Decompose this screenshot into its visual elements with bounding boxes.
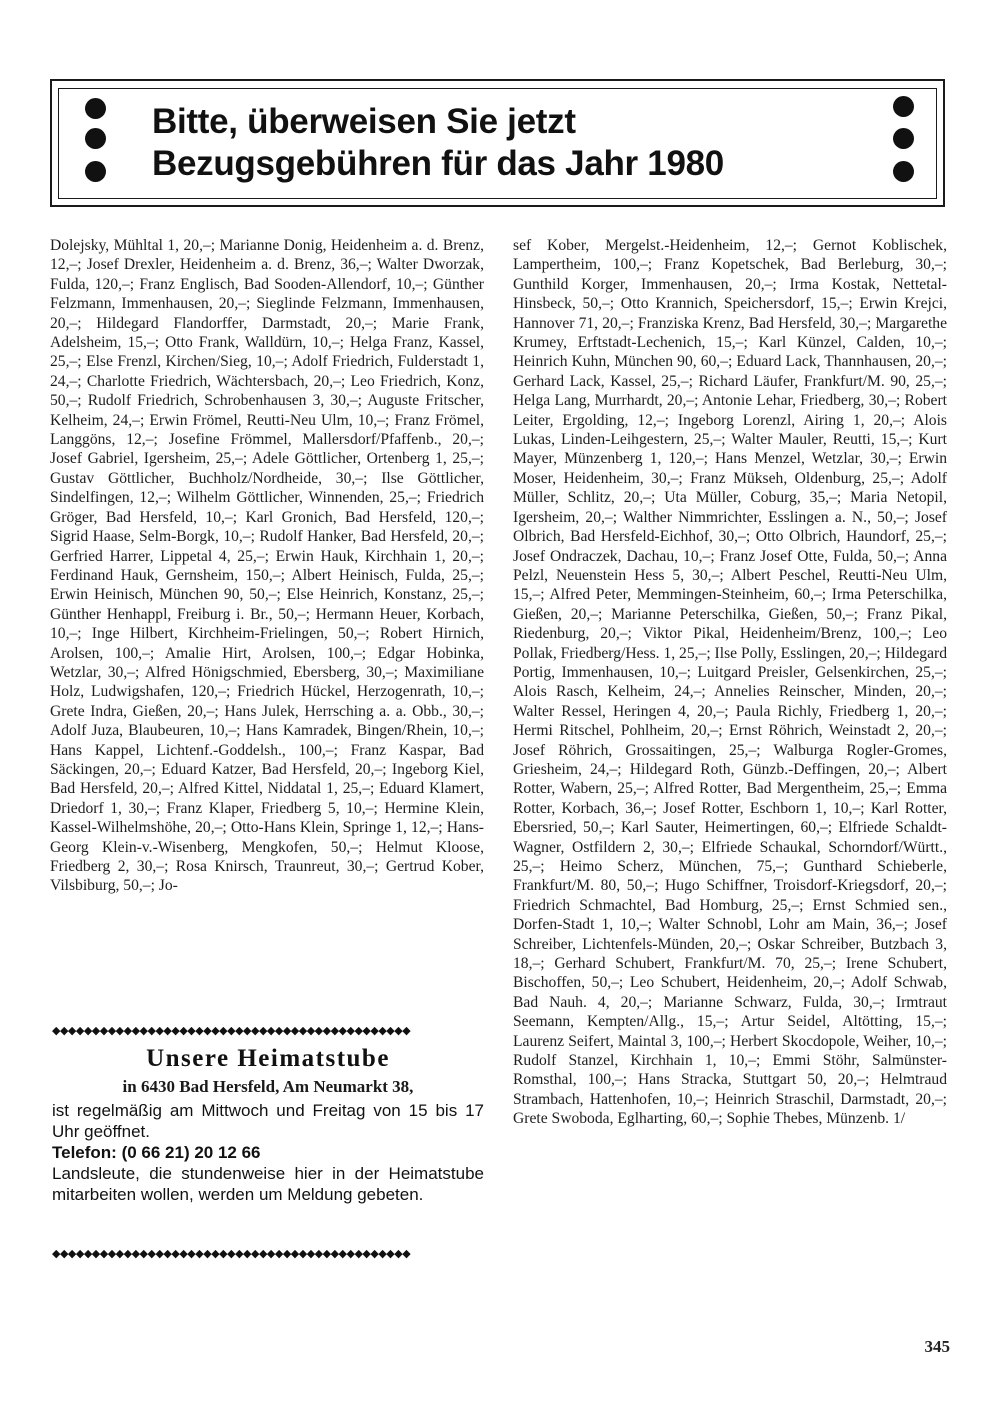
donor-list-text: sef Kober, Mergelst.-Heidenheim, 12,–; Gernot Koblischek, Lampertheim, 100,–; Franz Kopetschek, Bad Berleburg, 30,–; Gunthild Korger, Immenhausen, 20,–; Irma Kostak, Nettetal-Hinsbeck, 50,–; Otto Krannich, Speichersdorf, 15,–; Erwin Krejci, Hannover 71, 20,–; Franziska Krenz, Bad Hersfeld, 30,–; Margarethe Krumey, Erftstadt-Lechenich, 15,–; Karl Künzel, Calden, 10,–; Heinrich Kuhn, München 90, 60,–; Eduard Lack, Thannhausen, 20,–; Gerhard Lack, Kassel, 25,–; Richard Läufer, Frankfurt/M. 90, 25,–; Helga Lang, Murrhardt, 20,–; Antonie Lehar, Friedberg, 30,–; Robert Leiter, Ergolding, 12,–; Ingeborg Lorenzl, Airing 1, 20,–; Alois Lukas, Linden-Leihgestern, 25,–; Walter Mauler, Reutti, 15,–; Kurt Mayer, Münzenberg 1, 120,–; Hans Menzel, Wetzlar, 30,–; Erwin Moser, Heidenheim, 30,–; Franz Mükseh, Oldenburg, 25,–; Adolf Müller, Schlitz, 20,–; Uta Müller, Coburg, 35,–; Maria Netopil, Igersheim, 20,–; Walther Nimmrichter, Esslingen a. N., 50,–; Josef Olbrich, Bad Hersfeld-Eichhof, 30,–; Otto Olbrich, Haundorf, 25,–; Josef Ondraczek, Dachau, 10,–; Franz Josef Otte, Fulda, 50,–; Anna Pelzl, Neuenstein Hess 5, 30,–; Albert Peschel, Reutti-Neu Ulm, 15,–; Alfred Peter, Memmingen-Steinheim, 60,–; Irma Peterschilka, Gießen, 20,–; Marianne Peterschilka, Gießen, 50,–; Franz Pikal, Riedenburg, 20,–; Viktor Pikal, Heidenheim/Brenz, 100,–; Leo Pollak, Friedberg/Hess. 1, 25,–; Ilse Polly, Esslingen, 20,–; Hildegard Portig, Immenhausen, 10,–; Luitgard Preisler, Gelsenkirchen, 25,–; Alois Rasch, Kelheim, 24,–; Annelies Reinscher, Minden, 20,–; Walter Ressel, Heringen 4, 20,–; Paula Richly, Friedberg 1, 20,–; Hermi Ritschel, Pohlheim, 20,–; Ernst Röhrich, Weinstadt 2, 20,–; Josef Röhrich, Grossaitingen, 25,–; Walburga Rogler-Gromes, Griesheim, 24,–; Hildegard Roth, Günzb.-Deffingen, 20,–; Albert Rotter, Wabern, 25,–; Alfred Rotter, Bad Mergentheim, 25,–; Emma Rotter, Korbach, 36,–; Josef Rotter, Eschborn 1, 10,–; Karl Rotter, Ebersried, 50,–; Karl Sauter, Heimertingen, 60,–; Elfriede Schaldt-Wagner, Ostfildern 2, 30,–; Elfriede Schaukal, Schorndorf/Württ., 25,–; Heimo Scherz, München, 75,–; Gunthard Schieberle, Frankfurt/M. 80, 50,–; Hugo Schiffner, Troisdorf-Kriegsdorf, 20,–; Friedrich Schmachtel, Bad Homburg, 25,–; Ernst Schmied sen., Dorfen-Stadt 1, 10,–; Walter Schnobl, Lohr am Main, 36,–; Josef Schreiber, Lichtenfels-Münden, 20,–; Oskar Schreiber, Butzbach 3, 18,–; Gerhard Schubert, Frankfurt/M. 70, 25,–; Irene Schubert, Bischoffen, 50,–; Leo Schubert, Heidenheim, 20,–; Adolf Schwab, Bad Nauh. 4, 20,–; Marianne Schwarz, Fulda, 30,–; Irmtraut Seemann, Kempten/Allg., 15,–; Artur Seidel, Altötting, 15,–; Laurenz Seifert, Maintal 3, 100,–; Herbert Skocdopole, Weiher, 10,–; Rudolf Stanzel, Kirchhain 1, 10,–; Emmi Stöhr, Salmünster-Romsthal, 100,–; Hans Stracka, Stuttgart 50, 20,–; Helmtraud Strambach, Hattenhofen, 10,–; Heinrich Straschil, Darmstadt, 20,–; Grete Swoboda, Eglharting, 60,–; Sophie Thebes, Münzenb. 1/ [513,237,947,1128]
banner-line-2: Bezugsgebühren für das Jahr 1980 [152,144,724,183]
ornament-rule-top: ◆◆◆◆◆◆◆◆◆◆◆◆◆◆◆◆◆◆◆◆◆◆◆◆◆◆◆◆◆◆◆◆◆◆◆◆◆◆◆◆◆◆◆◆◆ [52,1025,411,1037]
notice-telephone: Telefon: (0 66 21) 20 12 66 [52,1143,261,1162]
bullet-dot-icon [85,128,106,149]
notice-title: Unsere Heimatstube [146,1045,390,1072]
donor-list-right-column [513,236,947,1129]
page-number: 345 [924,1337,950,1356]
notice-hours: ist regelmäßig am Mittwoch und Freitag von 15 bis 17 Uhr geöffnet. [52,1101,484,1141]
bullet-dot-icon [85,98,106,119]
donor-list-left-column [50,236,484,896]
banner-heading [152,101,912,185]
fee-reminder-banner [50,79,945,207]
bullet-dot-icon [85,161,106,182]
banner-line-1: Bitte, überweisen Sie jetzt [152,102,576,141]
heimatstube-notice [52,1044,484,1205]
notice-address: in 6430 Bad Hersfeld, Am Neumarkt 38, [122,1077,414,1096]
notice-call: Landsleute, die stundenweise hier in der Heimatstube mitarbeiten wollen, werden um Meldung gebeten. [52,1164,484,1204]
notice-body [52,1100,484,1205]
donor-list-text: Dolejsky, Mühltal 1, 20,–; Marianne Donig, Heidenheim a. d. Brenz, 12,–; Josef Drexler, Heidenheim a. d. Brenz, 36,–; Walter Dworzak, Fulda, 120,–; Franz Englisch, Bad Sooden-Allendorf, 10,–; Günther Felzmann, Immenhausen, 20,–; Sieglinde Felzmann, Immenhausen, 20,–; Hildegard Flandorffer, Darmstadt, 20,–; Marie Frank, Adelsheim, 15,–; Otto Frank, Walldürn, 10,–; Helga Franz, Kassel, 25,–; Else Frenzl, Kirchen/Sieg, 10,–; Adolf Friedrich, Fulderstadt 1, 24,–; Charlotte Friedrich, Wächtersbach, 20,–; Leo Friedrich, Konz, 50,–; Rudolf Friedrich, Schrobenhausen 3, 30,–; Auguste Fritscher, Kelheim, 24,–; Erwin Frömel, Reutti-Neu Ulm, 10,–; Franz Frömel, Langgöns, 12,–; Josefine Frömmel, Mallersdorf/Pfaffenb., 20,–; Josef Gabriel, Igersheim, 25,–; Adele Göttlicher, Ortenberg 1, 25,–; Gustav Göttlicher, Buchholz/Nordheide, 30,–; Ilse Göttlicher, Sindelfingen, 12,–; Wilhelm Göttlicher, Winnenden, 25,–; Friedrich Gröger, Bad Hersfeld, 10,–; Karl Gronich, Bad Hersfeld, 120,–; Sigrid Haase, Selm-Borgk, 10,–; Rudolf Hanker, Bad Hersfeld, 20,–; Gerfried Harrer, Lippetal 4, 25,–; Erwin Hauk, Kirchhain 1, 20,–; Ferdinand Hauk, Gernsheim, 150,–; Albert Heinisch, Fulda, 25,–; Erwin Heinisch, München 90, 50,–; Else Heinrich, Konstanz, 25,–; Günther Henhappl, Freiburg i. Br., 50,–; Hermann Heuer, Korbach, 10,–; Inge Hilbert, Kirchheim-Frielingen, 50,–; Robert Hirnich, Arolsen, 100,–; Amalie Hirt, Arolsen, 100,–; Edgar Hobinka, Wetzlar, 30,–; Alfred Hönigschmied, Ebersberg, 30,–; Maximiliane Holz, Ludwigshafen, 120,–; Friedrich Hückel, Herzogenrath, 10,–; Grete Indra, Gießen, 20,–; Hans Julek, Herrsching a. a. Obb., 30,–; Adolf Juza, Blaubeuren, 10,–; Hans Kamradek, Bingen/Rhein, 10,–; Hans Kappel, Lichtenf.-Goddelsh., 100,–; Franz Kaspar, Bad Säckingen, 20,–; Eduard Katzer, Bad Hersfeld, 20,–; Ingeborg Kiel, Bad Hersfeld, 20,–; Alfred Kittel, Niddatal 1, 25,–; Eduard Klamert, Driedorf 1, 30,–; Franz Klaper, Friedberg 5, 10,–; Hermine Klein, Kassel-Wilhelmshöhe, 20,–; Otto-Hans Klein, Springe 1, 12,–; Hans-Georg Klein-v.-Wisenberg, Mengkofen, 50,–; Helmut Kloose, Friedberg 2, 30,–; Rosa Knirsch, Traunreut, 30,–; Gertrud Kober, Vilsbiburg, 50,–; Jo- [50,237,484,895]
ornament-rule-bottom: ◆◆◆◆◆◆◆◆◆◆◆◆◆◆◆◆◆◆◆◆◆◆◆◆◆◆◆◆◆◆◆◆◆◆◆◆◆◆◆◆◆◆◆◆◆ [52,1248,411,1260]
